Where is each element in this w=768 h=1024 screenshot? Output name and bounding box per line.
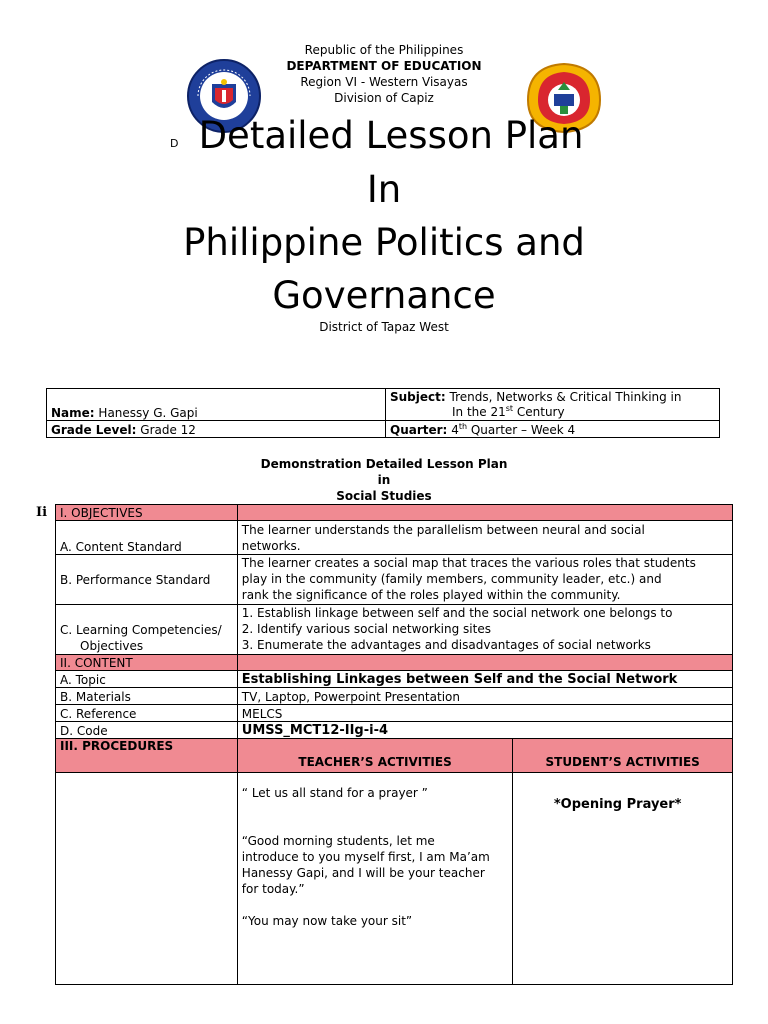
subject-label: Subject: xyxy=(390,390,446,404)
code-label: D. Code xyxy=(56,722,238,739)
procedures-blank-cell xyxy=(56,773,238,985)
plan-heading-1: Demonstration Detailed Lesson Plan xyxy=(260,457,508,471)
teacher-line-greeting-1: “Good morning students, let me xyxy=(241,834,435,848)
materials-label: B. Materials xyxy=(56,688,238,705)
subject-value-1: Trends, Networks & Critical Thinking in xyxy=(449,390,682,404)
quarter-value: 4th Quarter – Week 4 xyxy=(451,422,576,437)
objectives-heading: I. OBJECTIVES xyxy=(56,505,238,521)
name-value: Hanessy G. Gapi xyxy=(98,406,198,420)
division-line: Division of Capiz xyxy=(334,91,434,105)
student-activities-heading: STUDENT’S ACTIVITIES xyxy=(513,739,733,773)
subject-value-2: In the 21st Century xyxy=(452,404,565,419)
reference-value: MELCS xyxy=(237,705,732,722)
plan-heading-2: in xyxy=(377,473,391,487)
content-standard-label: A. Content Standard xyxy=(56,521,238,555)
competencies-value: 1. Establish linkage between self and the social network one belongs to 2. Identify various social networking sites 3. Enumerate the advantages and disadvantages of social networks xyxy=(237,605,732,655)
procedures-heading: III. PROCEDURES xyxy=(56,739,238,773)
materials-value: TV, Laptop, Powerpoint Presentation xyxy=(237,688,732,705)
objectives-heading-fill xyxy=(237,505,732,521)
department-line: DEPARTMENT OF EDUCATION xyxy=(286,59,482,73)
margin-mark: Ii xyxy=(36,505,48,520)
student-line-prayer: *Opening Prayer* xyxy=(553,797,682,812)
republic-line: Republic of the Philippines xyxy=(304,43,464,57)
teacher-activities-cell xyxy=(237,773,513,985)
competencies-label: C. Learning Competencies/ Objectives xyxy=(56,605,238,655)
grade-label: Grade Level: xyxy=(51,423,137,437)
teacher-line-greeting-3: Hanessy Gapi, and I will be your teacher xyxy=(241,866,485,880)
stray-letter: D xyxy=(170,137,179,150)
title-line-2: In xyxy=(366,168,402,211)
name-label: Name: xyxy=(51,406,95,420)
student-activities-cell xyxy=(513,773,733,985)
grade-value: Grade 12 xyxy=(140,423,196,437)
teacher-line-prayer: “ Let us all stand for a prayer ” xyxy=(241,786,428,800)
reference-label: C. Reference xyxy=(56,705,238,722)
grade-cell xyxy=(47,421,386,438)
content-heading-fill xyxy=(237,655,732,671)
title-line-4: Governance xyxy=(272,274,496,317)
teacher-line-sit: “You may now take your sit” xyxy=(241,914,413,928)
district-line: District of Tapaz West xyxy=(319,320,449,334)
code-value: UMSS_MCT12-IIg-i-4 xyxy=(237,722,732,739)
name-cell xyxy=(47,389,386,421)
performance-standard-label: B. Performance Standard xyxy=(56,555,238,605)
teacher-line-greeting-2: introduce to you myself first, I am Ma’am xyxy=(241,850,490,864)
info-table xyxy=(46,388,720,438)
title-line-1: Detailed Lesson Plan xyxy=(198,114,584,157)
content-standard-value: The learner understands the parallelism between neural and social networks. xyxy=(237,521,732,555)
plan-heading-3: Social Studies xyxy=(336,489,432,503)
quarter-label: Quarter: xyxy=(390,423,448,437)
quarter-cell xyxy=(386,421,720,438)
teacher-activities-heading: TEACHER’S ACTIVITIES xyxy=(237,739,513,773)
lesson-table xyxy=(55,504,733,985)
region-line: Region VI - Western Visayas xyxy=(300,75,468,89)
subject-cell xyxy=(386,389,720,421)
performance-standard-value: The learner creates a social map that traces the various roles that students play in the community (family members, community leader, etc.) and rank the significance of the roles played within the community. xyxy=(237,555,732,605)
content-heading: II. CONTENT xyxy=(56,655,238,671)
teacher-line-greeting-4: for today.” xyxy=(241,882,305,896)
topic-label: A. Topic xyxy=(56,671,238,688)
title-line-3: Philippine Politics and xyxy=(183,221,585,264)
topic-value: Establishing Linkages between Self and the Social Network xyxy=(237,671,732,688)
